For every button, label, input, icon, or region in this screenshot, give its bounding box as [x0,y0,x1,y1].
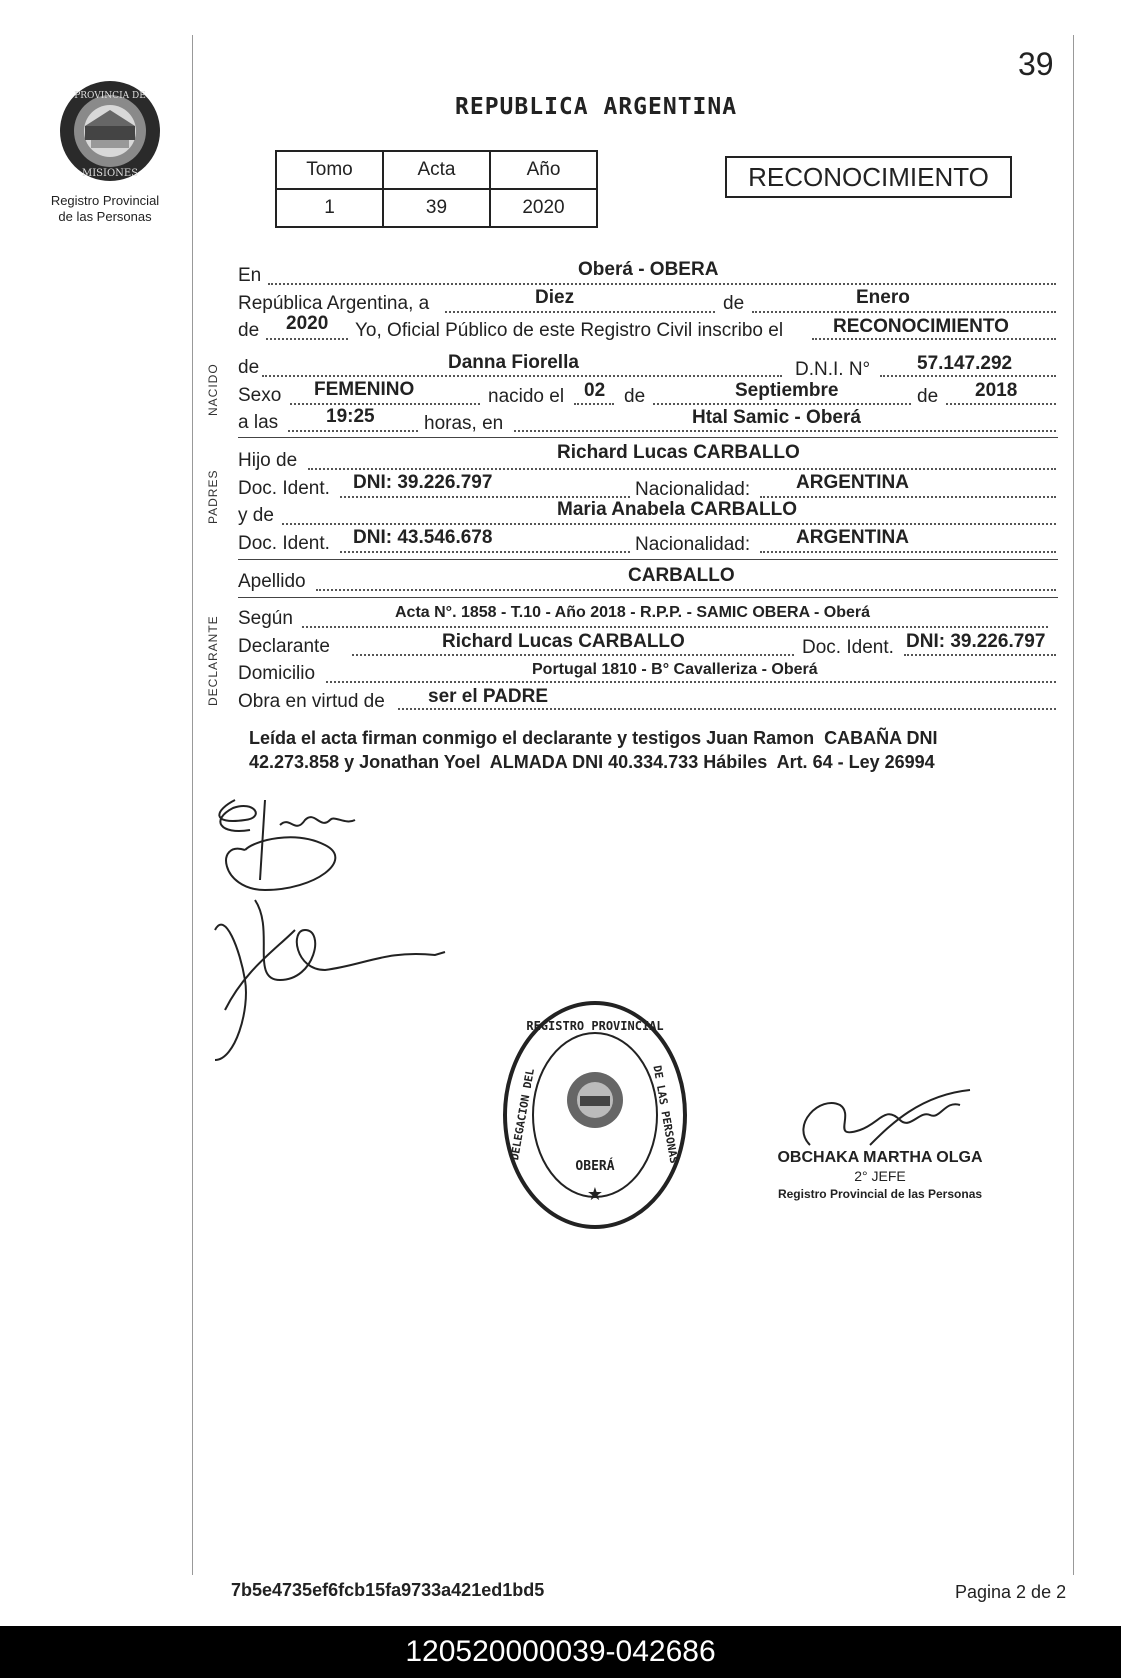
nacido-label: nacido el [488,386,565,407]
left-border-line [192,35,193,1575]
padre-value: Richard Lucas CARBALLO [557,442,800,463]
nac2-dots [760,551,1056,553]
declarante-label: Declarante [238,636,330,657]
section-separator-3 [238,597,1058,598]
decl-doc-label: Doc. Ident. [802,637,894,658]
month-value: Enero [856,287,910,308]
witness-signatures [205,780,455,1070]
record-value-tomo: 1 [276,189,383,227]
hora-label: a las [238,412,279,433]
nac1-dots [760,496,1056,498]
doc1-label: Doc. Ident. [238,478,330,499]
logo-caption-line-1: Registro Provincial [50,193,160,208]
nacido-year-dots [946,403,1056,405]
sexo-label: Sexo [238,385,282,406]
side-label-padres: PADRES [206,469,220,524]
domicilio-value: Portugal 1810 - B° Cavalleriza - Oberá [532,661,818,678]
en-label: En [238,265,262,286]
segun-value: Acta N°. 1858 - T.10 - Año 2018 - R.P.P. - SAMIC OBERA - Oberá [395,604,870,621]
svg-text:MISIONES: MISIONES [81,168,139,179]
nombre-value: Danna Fiorella [448,352,579,373]
record-type-box: RECONOCIMIENTO [725,156,1012,198]
sexo-dots [290,403,480,405]
nac2-label: Nacionalidad: [635,534,751,555]
inscribo-dots [812,338,1056,340]
day-dots [445,311,715,313]
padre-dots [308,468,1056,470]
official-name: OBCHAKA MARTHA OLGA [777,1149,983,1166]
nacido-month-dots [653,403,911,405]
en-dots [268,283,1056,285]
year-dots [266,338,348,340]
segun-label: Según [238,608,293,629]
nac1-value: ARGENTINA [796,472,909,493]
madre-value: Maria Anabela CARBALLO [557,499,797,520]
hora-value: 19:25 [326,406,375,427]
section-separator-1 [238,437,1058,438]
doc2-label: Doc. Ident. [238,533,330,554]
stamp-text-bottom: OBERÁ [575,1159,615,1174]
page-title: REPUBLICA ARGENTINA [455,94,738,120]
record-value-acta: 39 [383,189,490,227]
doc1-dots [340,496,630,498]
nombre-dots [262,375,782,377]
right-border-line [1073,35,1074,1575]
side-label-declarante: DECLARANTE [206,615,220,706]
logo-caption [30,193,180,225]
declarante-dots [352,654,794,656]
stamp-text-top: REGISTRO PROVINCIAL [526,1019,664,1033]
madre-dots [282,523,1056,525]
dni-dots [880,375,1056,377]
record-table-value-row [276,189,597,227]
side-label-nacido: NACIDO [206,363,220,416]
domicilio-label: Domicilio [238,663,316,684]
hijo-label: Hijo de [238,450,298,471]
closing-statement-line-1: Leída el acta firman conmigo el declarante y testigos Juan Ramon CABAÑA DNI [249,728,938,748]
inscribo-value: RECONOCIMIENTO [833,316,1009,337]
dni-label: D.N.I. N° [795,359,871,380]
doc2-value: DNI: 43.546.678 [353,527,493,548]
de-label: de [723,293,745,314]
domicilio-dots [326,681,1056,683]
lugar-value: Htal Samic - Oberá [692,407,861,428]
record-header-anio: Año [490,151,597,189]
barcode-number: 120520000039-042686 [0,1626,1121,1678]
section-separator-2 [238,559,1058,560]
official-signature [770,1085,990,1155]
apellido-value: CARBALLO [628,565,735,586]
closing-statement-line-2: 42.273.858 y Jonathan Yoel ALMADA DNI 40.334.733 Hábiles Art. 64 - Ley 26994 [249,752,935,772]
year-value: 2020 [286,313,329,334]
doc2-dots [340,551,630,553]
nacido-day: 02 [584,380,606,401]
nacido-de-label: de [624,386,646,407]
nacido-de2-label: de [917,386,939,407]
nacido-month: Septiembre [735,380,839,401]
inscribo-text: Yo, Oficial Público de este Registro Civil inscribo el [355,320,784,341]
hora-dots [288,430,418,432]
month-dots [752,311,1056,313]
official-position: 2° JEFE [854,1168,906,1184]
official-office: Registro Provincial de las Personas [777,1187,983,1201]
obra-value: ser el PADRE [428,686,549,707]
page-indicator: Pagina 2 de 2 [955,1582,1067,1602]
nac1-label: Nacionalidad: [635,479,751,500]
day-value: Diez [535,287,575,308]
sexo-value: FEMENINO [314,379,415,400]
apellido-label: Apellido [238,571,306,592]
lugar-dots [514,430,1056,432]
decl-doc-value: DNI: 39.226.797 [906,631,1046,652]
horas-label: horas, en [424,413,504,434]
en-value: Oberá - OBERA [578,259,719,280]
dni-value: 57.147.292 [917,353,1013,374]
svg-text:★: ★ [586,1184,604,1204]
obra-dots [398,708,1056,710]
record-table [275,150,598,228]
record-value-anio: 2020 [490,189,597,227]
yde-label: y de [238,505,274,526]
declarante-value: Richard Lucas CARBALLO [442,631,685,652]
decl-doc-dots [904,654,1056,656]
nac2-value: ARGENTINA [796,527,909,548]
stamp-text-left: DELEGACION DEL [508,1067,538,1162]
closing-statement [249,726,1069,774]
official-stamp [500,1000,690,1230]
svg-text:PROVINCIA DE: PROVINCIA DE [74,91,146,101]
nacido-day-dots [574,403,614,405]
apellido-dots [316,589,1056,591]
record-header-acta: Acta [383,151,490,189]
nombre-label: de [238,357,260,378]
page-number: 39 [1018,46,1054,82]
logo-caption-line-2: de las Personas [58,209,152,224]
record-table-header-row [276,151,597,189]
document-hash: 7b5e4735ef6fcb15fa9733a421ed1bd5 [231,1580,545,1600]
obra-label: Obra en virtud de [238,691,385,712]
year-prefix: de [238,320,260,341]
record-header-tomo: Tomo [276,151,383,189]
doc1-value: DNI: 39.226.797 [353,472,493,493]
republica-label: República Argentina, a [238,293,430,314]
province-logo [55,76,165,186]
segun-dots [302,626,1048,628]
nacido-year: 2018 [975,380,1018,401]
stamp-text-right: DE LAS PERSONAS [650,1064,681,1165]
